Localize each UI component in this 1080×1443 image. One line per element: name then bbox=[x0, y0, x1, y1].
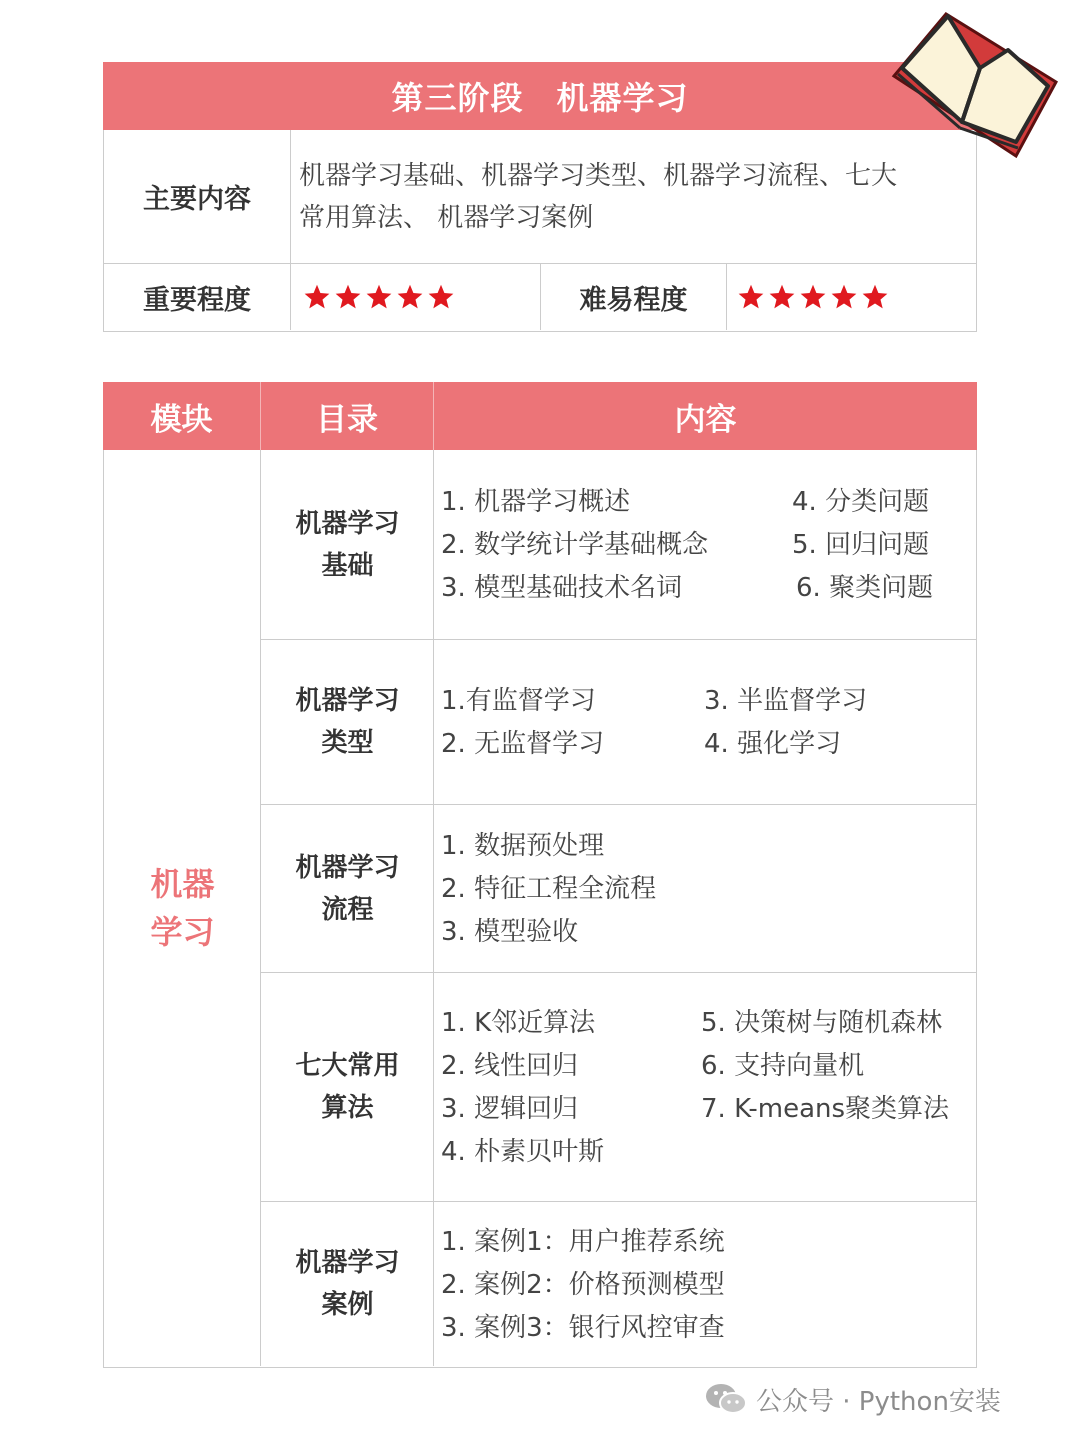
header-module: 模块 bbox=[150, 401, 213, 438]
list-item: 2. 案例2：价格预测模型 bbox=[441, 1270, 725, 1300]
list-item: 6. 聚类问题 bbox=[796, 573, 934, 603]
list-item: 2. 数学统计学基础概念 bbox=[441, 530, 709, 560]
module-name-line-1: 机器 bbox=[150, 865, 215, 903]
list-item: 1.有监督学习 bbox=[441, 686, 596, 716]
star-icon bbox=[396, 283, 424, 311]
section-title-types: 机器学习 类型 bbox=[295, 686, 400, 758]
list-item: 2. 无监督学习 bbox=[441, 729, 605, 759]
list-item: 1. 机器学习概述 bbox=[441, 487, 631, 517]
star-icon bbox=[799, 283, 827, 311]
list-item: 5. 回归问题 bbox=[792, 530, 930, 560]
list-item: 3. 模型基础技术名词 bbox=[441, 573, 683, 603]
star-icon bbox=[303, 283, 331, 311]
star-icon bbox=[737, 283, 765, 311]
list-item: 4. 分类问题 bbox=[792, 487, 930, 517]
section-title-process: 机器学习 流程 bbox=[295, 852, 400, 925]
watermark bbox=[704, 1376, 1054, 1422]
list-item: 5. 决策树与随机森林 bbox=[701, 1008, 943, 1038]
content-text-line-2: 常用算法、 机器学习案例 bbox=[299, 203, 594, 233]
star-icon bbox=[365, 283, 393, 311]
module-name-line-2: 学习 bbox=[150, 913, 215, 951]
star-icon bbox=[427, 283, 455, 311]
importance-label: 重要程度 bbox=[143, 284, 251, 316]
list-item: 2. 线性回归 bbox=[441, 1051, 579, 1081]
list-item: 3. 半监督学习 bbox=[704, 686, 868, 716]
star-icon bbox=[861, 283, 889, 311]
section-title-algorithms: 七大常用 算法 bbox=[295, 1051, 400, 1123]
list-item: 6. 支持向量机 bbox=[701, 1051, 865, 1081]
module-cell bbox=[104, 450, 261, 1366]
open-book-icon bbox=[888, 6, 1060, 166]
list-item: 4. 朴素贝叶斯 bbox=[441, 1137, 605, 1167]
difficulty-label: 难易程度 bbox=[579, 284, 688, 316]
list-item: 1. 数据预处理 bbox=[441, 831, 605, 861]
curriculum-table bbox=[103, 382, 977, 1368]
importance-rating bbox=[303, 283, 455, 311]
star-icon bbox=[334, 283, 362, 311]
section-title-cases: 机器学习 案例 bbox=[295, 1248, 400, 1320]
stage-title: 第三阶段 机器学习 bbox=[103, 62, 977, 130]
table-header bbox=[103, 382, 977, 450]
list-item: 2. 特征工程全流程 bbox=[441, 874, 657, 904]
list-item: 3. 案例3：银行风控审查 bbox=[441, 1313, 725, 1343]
difficulty-rating bbox=[737, 283, 889, 311]
list-item: 1. K邻近算法 bbox=[441, 1008, 596, 1038]
wechat-icon bbox=[704, 1381, 748, 1417]
list-item: 4. 强化学习 bbox=[704, 729, 842, 759]
list-item: 3. 逻辑回归 bbox=[441, 1094, 579, 1124]
stage-summary-table bbox=[103, 62, 977, 332]
star-icon bbox=[830, 283, 858, 311]
table-body bbox=[103, 450, 977, 1368]
star-icon bbox=[768, 283, 796, 311]
content-label: 主要内容 bbox=[143, 184, 251, 215]
header-content: 内容 bbox=[674, 401, 737, 438]
summary-body bbox=[103, 130, 977, 332]
header-directory: 目录 bbox=[316, 401, 378, 438]
content-text-line-1: 机器学习基础、机器学习类型、机器学习流程、七大 bbox=[299, 161, 898, 191]
list-item: 7. K-means聚类算法 bbox=[701, 1094, 950, 1124]
section-title-basics: 机器学习 基础 bbox=[295, 508, 400, 581]
watermark-text: 公众号 · Python安装 bbox=[756, 1386, 1001, 1417]
list-item: 1. 案例1：用户推荐系统 bbox=[441, 1227, 725, 1257]
list-item: 3. 模型验收 bbox=[441, 917, 579, 947]
